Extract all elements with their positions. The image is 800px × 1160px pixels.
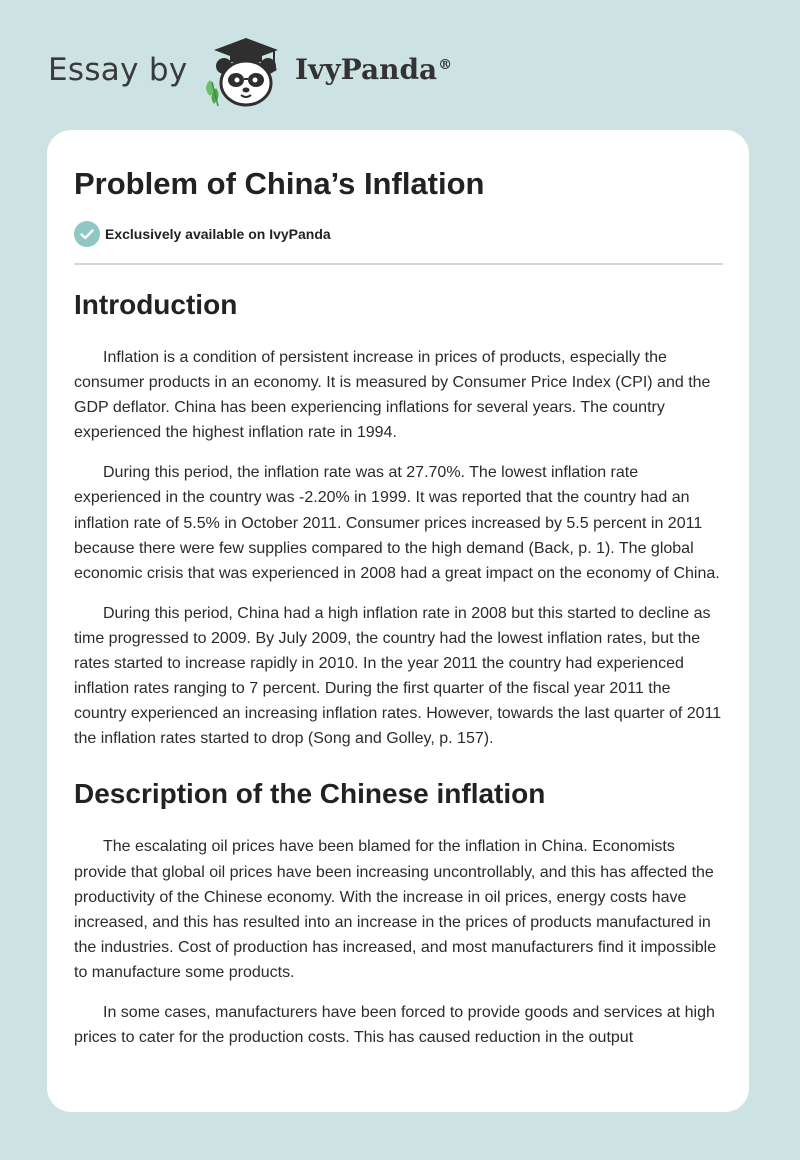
paragraph: During this period, China had a high inflation rate in 2008 but this started to decline as time progressed to 2009. By July 2009, the country had the lowest inflation rates, but the rates started to increase rapidly in 2010. In the year 2011 the country had experienced inflation rates ranging to 7 percent. During the first quarter of the fiscal year 2011 the country experienced an increasing inflation rates. However, towards the last quarter of 2011 the inflation rates started to drop (Song and Golley, p. 157).: [74, 604, 722, 748]
paragraph: The escalating oil prices have been blamed for the inflation in China. Economists provide that global oil prices have been increasing uncontrollably, and this has affected the productivity of the Chinese economy. With the increase in oil prices, energy costs have increased, and this has resulted into an increase in the prices of products manufactured in the industries. Cost of production has increased, and most manufacturers find it impossible to manufacture some products.: [74, 838, 717, 981]
essay-title: Problem of China’s Inflation: [74, 166, 485, 201]
registered-mark: ®: [438, 56, 453, 73]
title-divider: [74, 263, 723, 265]
section-heading-introduction: Introduction: [74, 289, 238, 320]
brand-name[interactable]: IvyPanda®: [295, 53, 453, 86]
paragraph: During this period, the inflation rate was at 27.70%. The lowest inflation rate experienced in the country was -2.20% in 1999. It was reported that the country had an inflation rate of 5.5% in October 2011. Consumer prices increased by 5.5 percent in 2011 because there were few supplies compared to the high demand (Back, p. 1). The global economic crisis that was experienced in 2008 had a great impact on the economy of China.: [74, 464, 720, 582]
paragraph: In some cases, manufacturers have been forced to provide goods and services at high prices to cater for the production costs. This has caused reduction in the output: [74, 1003, 715, 1047]
paragraph: Inflation is a condition of persistent increase in prices of products, especially the consumer products in an economy. It is measured by Consumer Price Index (CPI) and the GDP deflator. China has been experiencing inflations for several years. The country experienced the highest inflation rate in 1994.: [74, 349, 711, 442]
brand-prefix: Essay by: [48, 52, 188, 88]
essay-card: [47, 130, 749, 1112]
exclusive-badge-label: Exclusively available on IvyPanda: [105, 226, 331, 242]
panda-graduate-logo-icon[interactable]: [200, 36, 290, 108]
site-header: [48, 36, 468, 108]
exclusive-badge: [74, 221, 723, 247]
section-heading-description: Description of the Chinese inflation: [74, 778, 546, 810]
essay-content: [74, 164, 723, 1050]
check-circle-icon: [74, 221, 100, 247]
